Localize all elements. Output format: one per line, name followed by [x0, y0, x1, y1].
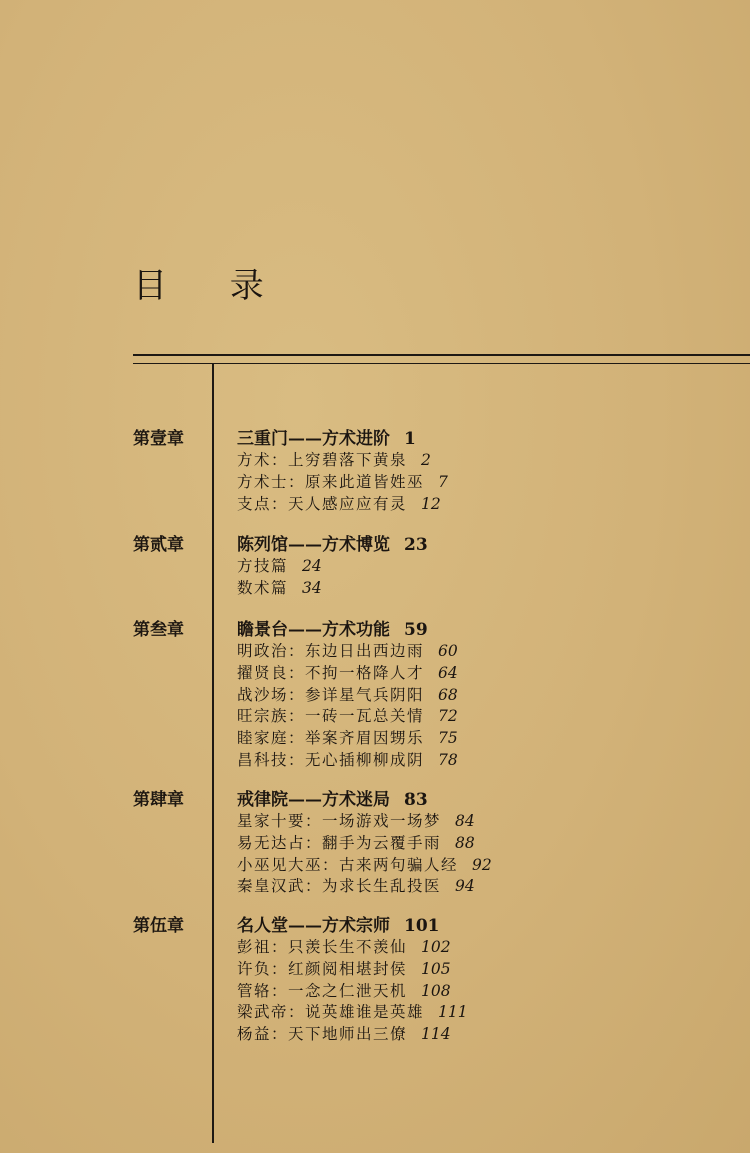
toc-entry-page-number: 7: [438, 472, 448, 491]
toc-entry-title: 方术士：原来此道皆姓巫: [237, 472, 425, 491]
toc-entry-page-number: 84: [455, 812, 475, 830]
toc-entry[interactable]: [237, 833, 492, 855]
chapter-body: [237, 619, 458, 772]
chapter-page-number: 1: [404, 429, 416, 449]
chapter-body: [237, 534, 428, 600]
toc-entry-page-number: 60: [438, 642, 458, 660]
chapter-title-text: 戒律院——方术迷局: [237, 790, 390, 810]
toc-entry[interactable]: [237, 1002, 468, 1024]
vertical-rule: [212, 363, 214, 1143]
toc-entry-title: 睦家庭：举案齐眉因甥乐: [237, 729, 425, 748]
chapter-title-text: 三重门——方术进阶: [237, 429, 390, 449]
toc-entry-page-number: 108: [421, 981, 451, 1000]
toc-entry-title: 数术篇: [237, 578, 289, 597]
chapter-label: 第叁章: [133, 620, 184, 640]
toc-entry-title: 梁武帝：说英雄谁是英雄: [237, 1003, 425, 1022]
chapter-label: 第伍章: [133, 916, 184, 936]
toc-entry-title: 旺宗族：一砖一瓦总关情: [237, 707, 425, 726]
chapter-body: [237, 428, 448, 515]
chapter-label: 第肆章: [133, 790, 184, 810]
toc-entry-page-number: 24: [302, 557, 322, 575]
toc-entry-page-number: 92: [472, 855, 492, 874]
toc-entry[interactable]: [237, 663, 458, 685]
toc-entry-page-number: 12: [421, 494, 441, 513]
toc-entry-title: 支点：天人感应应有灵: [237, 494, 408, 513]
toc-entry-page-number: 75: [438, 729, 458, 748]
toc-entry-page-number: 114: [421, 1025, 451, 1044]
toc-entry[interactable]: [237, 876, 492, 898]
toc-entry[interactable]: [237, 641, 458, 663]
toc-entry-page-number: 111: [438, 1003, 468, 1022]
top-rule: [133, 354, 750, 356]
toc-entry-page-number: 68: [438, 685, 458, 704]
toc-entry-title: 许负：红颜阅相堪封侯: [237, 959, 408, 978]
chapter-body: [237, 789, 492, 898]
toc-entry-page-number: 34: [302, 578, 322, 597]
toc-entry[interactable]: [237, 937, 468, 959]
chapter-title[interactable]: [237, 915, 468, 937]
toc-entry-page-number: 72: [438, 707, 458, 726]
chapter-label: 第贰章: [133, 535, 184, 555]
chapter-title-text: 瞻景台——方术功能: [237, 620, 390, 640]
toc-entry-page-number: 88: [455, 833, 475, 852]
toc-entry-title: 易无达占：翻手为云覆手雨: [237, 833, 442, 852]
toc-entry[interactable]: [237, 706, 458, 728]
page-title: 目 录: [133, 266, 290, 306]
toc-entry-title: 彭祖：只羡长生不羡仙: [237, 938, 408, 956]
chapter-title-text: 陈列馆——方术博览: [237, 535, 390, 555]
chapter-title[interactable]: [237, 534, 428, 556]
toc-entry-title: 昌科技：无心插柳柳成阴: [237, 750, 425, 769]
toc-entry[interactable]: [237, 685, 458, 707]
toc-entry-page-number: 102: [421, 938, 451, 956]
chapter-page-number: 59: [404, 620, 428, 640]
toc-entry[interactable]: [237, 811, 492, 833]
toc-entry[interactable]: [237, 750, 458, 772]
toc-entry[interactable]: [237, 959, 468, 981]
toc-entry-page-number: 105: [421, 959, 451, 978]
toc-entry[interactable]: [237, 450, 448, 472]
chapter-page-number: 83: [404, 790, 428, 810]
toc-entry[interactable]: [237, 1024, 468, 1046]
toc-entry[interactable]: [237, 981, 468, 1003]
chapter-title-text: 名人堂——方术宗师: [237, 916, 390, 936]
chapter-page-number: 101: [404, 916, 440, 936]
chapter-title[interactable]: [237, 619, 458, 641]
toc-entry-title: 小巫见大巫：古来两句骗人经: [237, 855, 459, 874]
toc-entry-title: 管辂：一念之仁泄天机: [237, 981, 408, 1000]
toc-entry[interactable]: [237, 472, 448, 494]
toc-entry-title: 明政治：东边日出西边雨: [237, 642, 425, 660]
toc-entry-title: 方术：上穷碧落下黄泉: [237, 451, 408, 469]
toc-entry-page-number: 64: [438, 663, 458, 682]
toc-entry-title: 战沙场：参详星气兵阴阳: [237, 685, 425, 704]
toc-entry[interactable]: [237, 578, 428, 600]
toc-entry-page-number: 78: [438, 750, 458, 769]
toc-entry-page-number: 2: [421, 451, 431, 469]
toc-entry[interactable]: [237, 855, 492, 877]
toc-entry[interactable]: [237, 556, 428, 578]
toc-entry-title: 方技篇: [237, 557, 289, 575]
chapter-title[interactable]: [237, 428, 448, 450]
top-rule-thin: [133, 363, 750, 364]
toc-entry-title: 秦皇汉武：为求长生乱投医: [237, 877, 442, 896]
toc-entry-title: 擢贤良：不拘一格降人才: [237, 663, 425, 682]
chapter-page-number: 23: [404, 535, 428, 555]
chapter-title[interactable]: [237, 789, 492, 811]
toc-entry-page-number: 94: [455, 877, 475, 896]
chapter-label: 第壹章: [133, 429, 184, 449]
toc-entry[interactable]: [237, 494, 448, 516]
toc-entry-title: 星家十要：一场游戏一场梦: [237, 812, 442, 830]
toc-entry[interactable]: [237, 728, 458, 750]
toc-entry-title: 杨益：天下地师出三僚: [237, 1025, 408, 1044]
chapter-body: [237, 915, 468, 1046]
